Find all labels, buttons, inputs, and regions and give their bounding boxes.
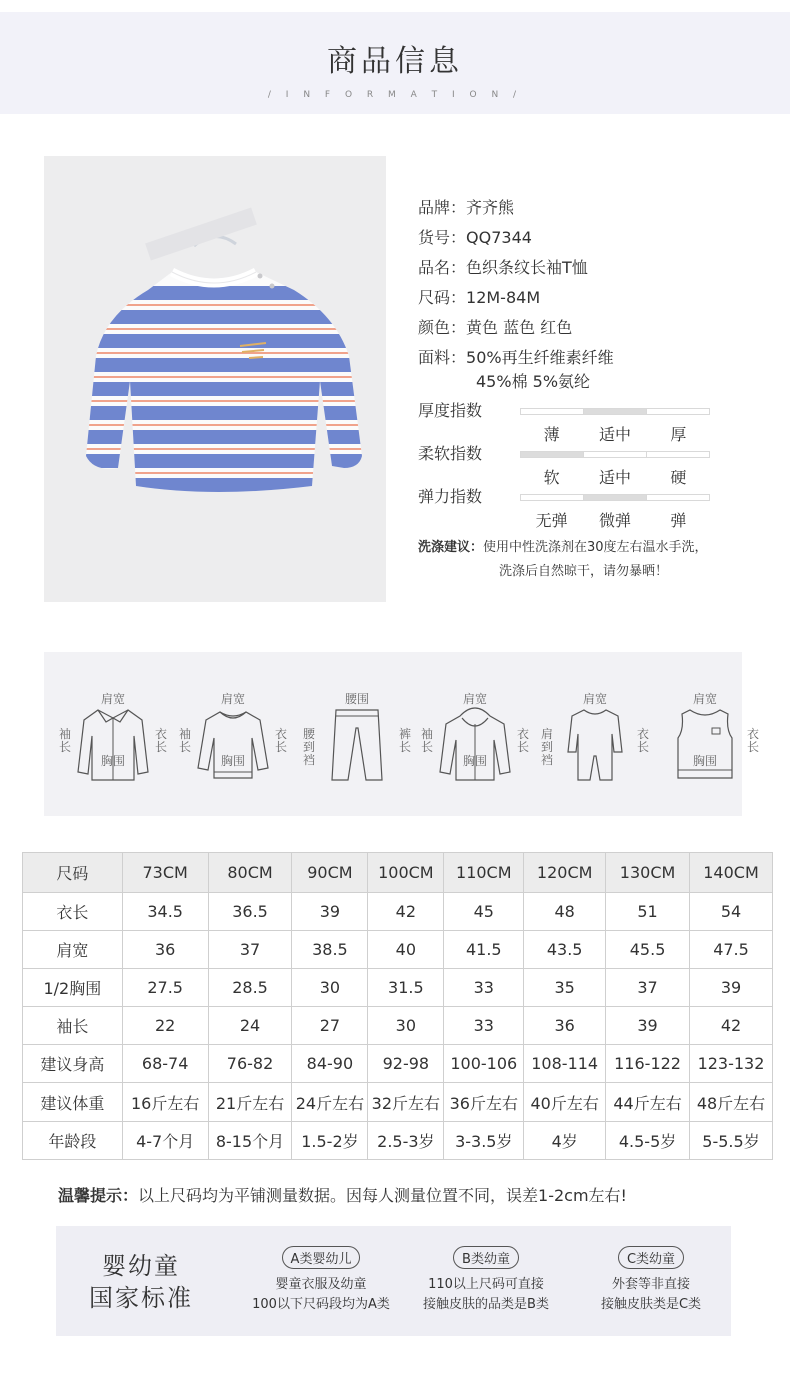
table-cell: 5-5.5岁 (690, 1121, 773, 1159)
table-cell: 92-98 (368, 1045, 444, 1083)
table-cell: 36 (122, 931, 208, 969)
table-cell: 76-82 (208, 1045, 292, 1083)
table-cell: 44斤左右 (606, 1083, 690, 1121)
table-header-cell: 尺码 (23, 853, 123, 893)
table-cell: 33 (444, 969, 524, 1007)
class-desc: 110以上尺码可直接 (428, 1277, 544, 1292)
table-cell: 22 (122, 1007, 208, 1045)
fabric-continued: 45%棉 5%氨纶 (476, 372, 591, 391)
table-header-row (23, 853, 773, 893)
scale-bar (520, 408, 710, 415)
pants-icon (320, 706, 394, 782)
garment-vest (650, 688, 760, 798)
info-row-sku: 货号：QQ7344 (418, 228, 532, 247)
info-row-fabric: 面料：50%再生纤维素纤维 (418, 348, 614, 367)
thickness-scale (418, 398, 738, 442)
measure-label: 肩宽 (220, 692, 245, 706)
class-badge: B类幼童 (453, 1246, 519, 1269)
table-row (23, 1083, 773, 1121)
table-cell: 35 (524, 969, 606, 1007)
garment-shirt (58, 688, 168, 798)
measure-label: 衣 长 (274, 727, 287, 754)
table-cell: 36.5 (208, 893, 292, 931)
info-row-color: 颜色：黄色 蓝色 红色 (418, 318, 573, 337)
table-cell: 30 (368, 1007, 444, 1045)
hoodie-icon (438, 706, 512, 782)
table-cell: 36 (524, 1007, 606, 1045)
vest-icon (668, 706, 742, 782)
scale-label: 弹力指数 (418, 487, 483, 506)
garment-romper (540, 688, 650, 798)
standard-class-a (236, 1246, 406, 1315)
scale-label: 厚度指数 (418, 401, 483, 420)
measure-label: 肩 到 裆 (540, 727, 553, 767)
standard-class-c (566, 1246, 736, 1315)
measure-label: 衣 长 (746, 727, 759, 754)
measure-label: 胸围 (220, 754, 245, 768)
table-header-cell: 110CM (444, 853, 524, 893)
row-label-cell: 建议身高 (23, 1045, 123, 1083)
section-title: 商品信息 (327, 44, 463, 79)
info-row-brand: 品牌：齐齐熊 (418, 198, 515, 217)
table-cell: 42 (690, 1007, 773, 1045)
table-header-cell: 73CM (122, 853, 208, 893)
table-cell: 45 (444, 893, 524, 931)
table-cell: 32斤左右 (368, 1083, 444, 1121)
class-desc: 100以下尺码段均为A类 (252, 1297, 390, 1312)
class-badge: A类婴幼儿 (282, 1246, 361, 1269)
table-cell: 68-74 (122, 1045, 208, 1083)
wash-line-1: 使用中性洗涤剂在30度左右温水手洗， (483, 540, 708, 555)
row-label-cell: 建议体重 (23, 1083, 123, 1121)
table-cell: 123-132 (690, 1045, 773, 1083)
table-cell: 38.5 (292, 931, 368, 969)
measure-label: 胸围 (100, 754, 125, 768)
row-label-cell: 衣长 (23, 893, 123, 931)
measure-label: 肩宽 (462, 692, 487, 706)
table-cell: 39 (292, 893, 368, 931)
measure-label: 胸围 (462, 754, 487, 768)
row-label-cell: 1/2胸围 (23, 969, 123, 1007)
table-cell: 45.5 (606, 931, 690, 969)
class-desc: 接触皮肤类是C类 (600, 1297, 702, 1312)
section-subtitle: / I N F O R M A T I O N / (267, 90, 523, 100)
wash-advice (418, 536, 790, 584)
table-cell: 40斤左右 (524, 1083, 606, 1121)
table-row (23, 969, 773, 1007)
measure-label: 衣 长 (636, 727, 649, 754)
table-cell: 1.5-2岁 (292, 1121, 368, 1159)
row-label-cell: 袖长 (23, 1007, 123, 1045)
table-cell: 40 (368, 931, 444, 969)
sweater-icon (196, 706, 270, 782)
row-label-cell: 肩宽 (23, 931, 123, 969)
table-cell: 41.5 (444, 931, 524, 969)
section-header (0, 12, 790, 114)
table-row (23, 1121, 773, 1159)
table-cell: 84-90 (292, 1045, 368, 1083)
table-header-cell: 90CM (292, 853, 368, 893)
table-row (23, 1007, 773, 1045)
row-label-cell: 年龄段 (23, 1121, 123, 1159)
softness-scale (418, 441, 738, 485)
elasticity-scale (418, 484, 738, 528)
wash-label: 洗涤建议： (418, 540, 484, 555)
measure-label: 腰围 (344, 692, 369, 706)
measure-label: 衣 长 (154, 727, 167, 754)
table-row (23, 1045, 773, 1083)
info-row-name: 品名：色织条纹长袖T恤 (418, 258, 588, 277)
product-info (418, 196, 790, 391)
measure-label: 袖 长 (178, 727, 191, 754)
measure-label: 胸围 (692, 754, 717, 768)
table-cell: 37 (606, 969, 690, 1007)
standard-title: 婴幼童 国家标准 (89, 1252, 193, 1312)
scale-label: 柔软指数 (418, 444, 483, 463)
table-row (23, 931, 773, 969)
table-header-cell: 120CM (524, 853, 606, 893)
table-cell: 33 (444, 1007, 524, 1045)
size-chart (22, 852, 773, 1160)
garment-hoodie (420, 688, 530, 798)
class-desc: 婴童衣服及幼童 (275, 1277, 367, 1292)
measure-label: 肩宽 (692, 692, 717, 706)
scale-options: 软 适中 硬 (543, 468, 687, 487)
table-cell: 3-3.5岁 (444, 1121, 524, 1159)
table-header-cell: 130CM (606, 853, 690, 893)
table-cell: 16斤左右 (122, 1083, 208, 1121)
table-cell: 47.5 (690, 931, 773, 969)
table-cell: 24 (208, 1007, 292, 1045)
measure-label: 袖 长 (420, 727, 433, 754)
class-badge: C类幼童 (618, 1246, 684, 1269)
table-cell: 51 (606, 893, 690, 931)
table-cell: 31.5 (368, 969, 444, 1007)
measure-label: 衣 长 (516, 727, 529, 754)
table-cell: 42 (368, 893, 444, 931)
table-cell: 21斤左右 (208, 1083, 292, 1121)
table-cell: 27.5 (122, 969, 208, 1007)
table-cell: 2.5-3岁 (368, 1121, 444, 1159)
striped-tshirt-image (44, 156, 386, 602)
product-photo (44, 156, 386, 602)
scale-options: 无弹 微弹 弹 (535, 511, 687, 530)
shirt-icon (76, 706, 150, 782)
romper-icon (558, 706, 632, 782)
table-cell: 34.5 (122, 893, 208, 931)
scale-bar (520, 451, 710, 458)
wash-line-2: 洗涤后自然晾干，请勿暴晒！ (499, 564, 669, 579)
table-cell: 37 (208, 931, 292, 969)
standard-class-b (401, 1246, 571, 1315)
tip-text: 以上尺码均为平铺测量数据。因每人测量位置不同，误差1-2cm左右! (138, 1186, 627, 1205)
table-cell: 39 (606, 1007, 690, 1045)
table-cell: 8-15个月 (208, 1121, 292, 1159)
measure-label: 腰 到 裆 (302, 727, 315, 767)
tip-label: 温馨提示： (58, 1186, 139, 1205)
measure-label: 袖 长 (58, 727, 71, 754)
class-desc: 外套等非直接 (611, 1277, 690, 1292)
garment-sweater (178, 688, 288, 798)
table-header-cell: 80CM (208, 853, 292, 893)
garment-pants (302, 688, 412, 798)
info-row-size: 尺码：12M-84M (418, 288, 541, 307)
class-desc: 接触皮肤的品类是B类 (423, 1297, 549, 1312)
table-header-cell: 140CM (690, 853, 773, 893)
measure-label: 裤 长 (398, 727, 411, 754)
scale-bar (520, 494, 710, 501)
table-row (23, 893, 773, 931)
table-cell: 36斤左右 (444, 1083, 524, 1121)
measure-label: 肩宽 (582, 692, 607, 706)
table-cell: 4.5-5岁 (606, 1121, 690, 1159)
table-cell: 27 (292, 1007, 368, 1045)
table-cell: 4岁 (524, 1121, 606, 1159)
table-cell: 39 (690, 969, 773, 1007)
measurement-guide (44, 652, 759, 816)
table-cell: 116-122 (606, 1045, 690, 1083)
table-cell: 30 (292, 969, 368, 1007)
measure-label: 肩宽 (100, 692, 125, 706)
table-cell: 48 (524, 893, 606, 931)
table-cell: 28.5 (208, 969, 292, 1007)
measurement-tip (58, 1183, 627, 1206)
table-cell: 43.5 (524, 931, 606, 969)
table-cell: 24斤左右 (292, 1083, 368, 1121)
table-header-cell: 100CM (368, 853, 444, 893)
table-cell: 100-106 (444, 1045, 524, 1083)
scale-options: 薄 适中 厚 (543, 425, 687, 444)
table-cell: 54 (690, 893, 773, 931)
table-cell: 108-114 (524, 1045, 606, 1083)
national-standard-panel (56, 1226, 731, 1336)
table-cell: 48斤左右 (690, 1083, 773, 1121)
table-cell: 4-7个月 (122, 1121, 208, 1159)
